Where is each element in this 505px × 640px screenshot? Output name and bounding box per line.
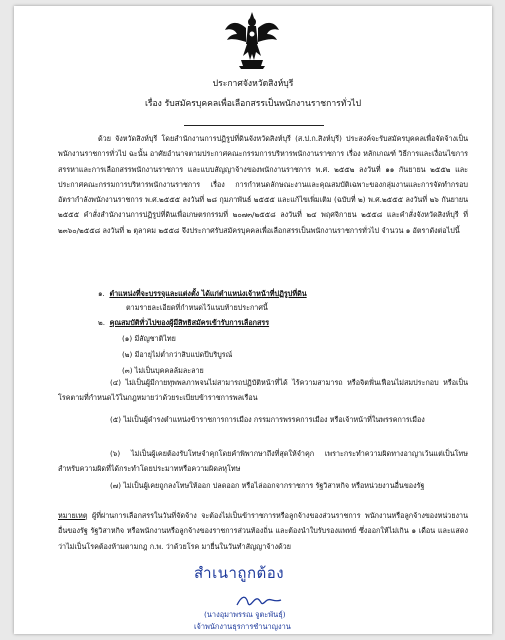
note-label: หมายเหตุ xyxy=(58,511,88,520)
note-paragraph xyxy=(58,508,468,554)
handwritten-signature xyxy=(234,591,284,611)
qualification-item: (๒) มีอายุไม่ต่ำกว่าสิบแปดปีบริบูรณ์ xyxy=(122,350,233,359)
note-text: ผู้ที่ผ่านการเลือกสรรในวันที่จัดจ้าง จะต้องไม่เป็นข้าราชการหรือลูกจ้างของส่วนราชการ พนักงานหรือลูกจ้างของหน่วยงานอื่นของรัฐ รัฐวิสาหกิจ หรือพนักงานหรือลูกจ้างของราชการส่วนท้องถิ่น และต้องนำใบรับรองแพทย์ ซึ่งออกให้ไม่เกิน ๑ เดือน และแสดงว่าไม่เป็นโรคต้องห้ามตามกฎ ก.พ. ว่าด้วยโรค มายื่นในวันทำสัญญาจ้างด้วย xyxy=(58,511,468,551)
section-1-title: ตำแหน่งที่จะบรรจุและแต่งตั้ง ได้แก่ตำแหน่งเจ้าหน้าที่ปฏิรูปที่ดิน xyxy=(109,289,307,298)
document-page xyxy=(14,6,492,634)
title-divider xyxy=(184,125,324,126)
section-2-heading xyxy=(98,317,269,329)
section-1-number: ๑. xyxy=(98,289,105,298)
section-2-number: ๒. xyxy=(98,318,106,327)
qualification-item: (๔) ไม่เป็นผู้มีกายทุพพลภาพจนไม่สามารถปฏิบัติหน้าที่ได้ ไร้ความสามารถ หรือจิตฟั่นเฟือนไม่สมประกอบ หรือเป็นโรคตามที่กำหนดไว้ในกฎหมายว่าด้วยระเบียบข้าราชการพลเรือน xyxy=(58,378,468,403)
certified-copy-stamp: สำเนาถูกต้อง xyxy=(194,564,285,582)
issuer-title: ประกาศจังหวัดสิงห์บุรี xyxy=(212,79,294,89)
qualification-item: (๖) ไม่เป็นผู้เคยต้องรับโทษจำคุกโดยคำพิพากษาถึงที่สุดให้จำคุก เพราะกระทำความผิดทางอาญาเว้นแต่เป็นโทษสำหรับความผิดที่ได้กระทำโดยประมาทหรือความผิดลหุโทษ xyxy=(58,449,468,474)
garuda-emblem-icon xyxy=(223,10,281,70)
qualification-item: (๗) ไม่เป็นผู้เคยถูกลงโทษให้ออก ปลดออก หรือไล่ออกจากราชการ รัฐวิสาหกิจ หรือหน่วยงานอื่นของรัฐ xyxy=(110,481,425,490)
qualification-item: (๑) มีสัญชาติไทย xyxy=(122,334,176,343)
signer-name: (นางอุมาพรรณ จูตะพันธุ์) xyxy=(204,610,286,619)
qualification-item: (๕) ไม่เป็นผู้ดำรงตำแหน่งข้าราชการการเมือง กรรมการพรรคการเมือง หรือเจ้าหน้าที่ในพรรคการเมือง xyxy=(110,415,425,424)
section-2-title: คุณสมบัติทั่วไปของผู้มีสิทธิสมัครเข้ารับการเลือกสรร xyxy=(109,318,270,327)
section-1-heading xyxy=(98,288,307,300)
announcement-subject: เรื่อง รับสมัครบุคคลเพื่อเลือกสรรเป็นพนักงานราชการทั่วไป xyxy=(144,99,362,109)
qualification-item: (๓) ไม่เป็นบุคคลล้มละลาย xyxy=(122,366,204,375)
intro-paragraph: ด้วย จังหวัดสิงห์บุรี โดยสำนักงานการปฏิรูปที่ดินจังหวัดสิงห์บุรี (ส.ป.ก.สิงห์บุรี) ประสงค์จะรับสมัครบุคคลเพื่อจัดจ้างเป็นพนักงานราชการทั่วไป ฉะนั้น อาศัยอำนาจตามประกาศคณะกรรมการบริหารพนักงานราชการ เรื่อง หลักเกณฑ์ วิธีการและเงื่อนไขการสรรหาและการเลือกสรรพนักงานราชการ และแบบสัญญาจ้างของพนักงานราชการ พ.ศ. ๒๕๕๒ ลงวันที่ ๑๑ กันยายน ๒๕๕๒ และประกาศคณะกรรมการบริหารพนักงานราชการ เรื่อง การกำหนดลักษณะงานและคุณสมบัติเฉพาะของกลุ่มงานและการจัดทำกรอบอัตรากำลังพนักงานราชการ พ.ศ.๒๕๕๕ ลงวันที่ ๒๘ กุมภาพันธ์ ๒๕๕๕ และแก้ไขเพิ่มเติม (ฉบับที่ ๒) พ.ศ.๒๕๕๕ ลงวันที่ ๒๖ กันยายน ๒๕๕๕ คำสั่งสำนักงานการปฏิรูปที่ดินเพื่อเกษตรกรรมที่ ๒๐๗๓/๒๕๕๘ ลงวันที่ ๒๔ พฤศจิกายน ๒๕๕๘ และคำสั่งจังหวัดสิงห์บุรี ที่ ๒๓๖๐/๒๕๕๘ ลงวันที่ ๒ ตุลาคม ๒๕๕๘ จึงประกาศรับสมัครบุคคลเพื่อเลือกสรรเป็นพนักงานราชการทั่วไป จำนวน ๑ อัตราดังต่อไปนี้ xyxy=(58,134,468,235)
section-1-detail: ตามรายละเอียดที่กำหนดไว้แนบท้ายประกาศนี้ xyxy=(126,303,268,312)
signer-position: เจ้าพนักงานธุรการชำนาญงาน xyxy=(194,622,291,631)
